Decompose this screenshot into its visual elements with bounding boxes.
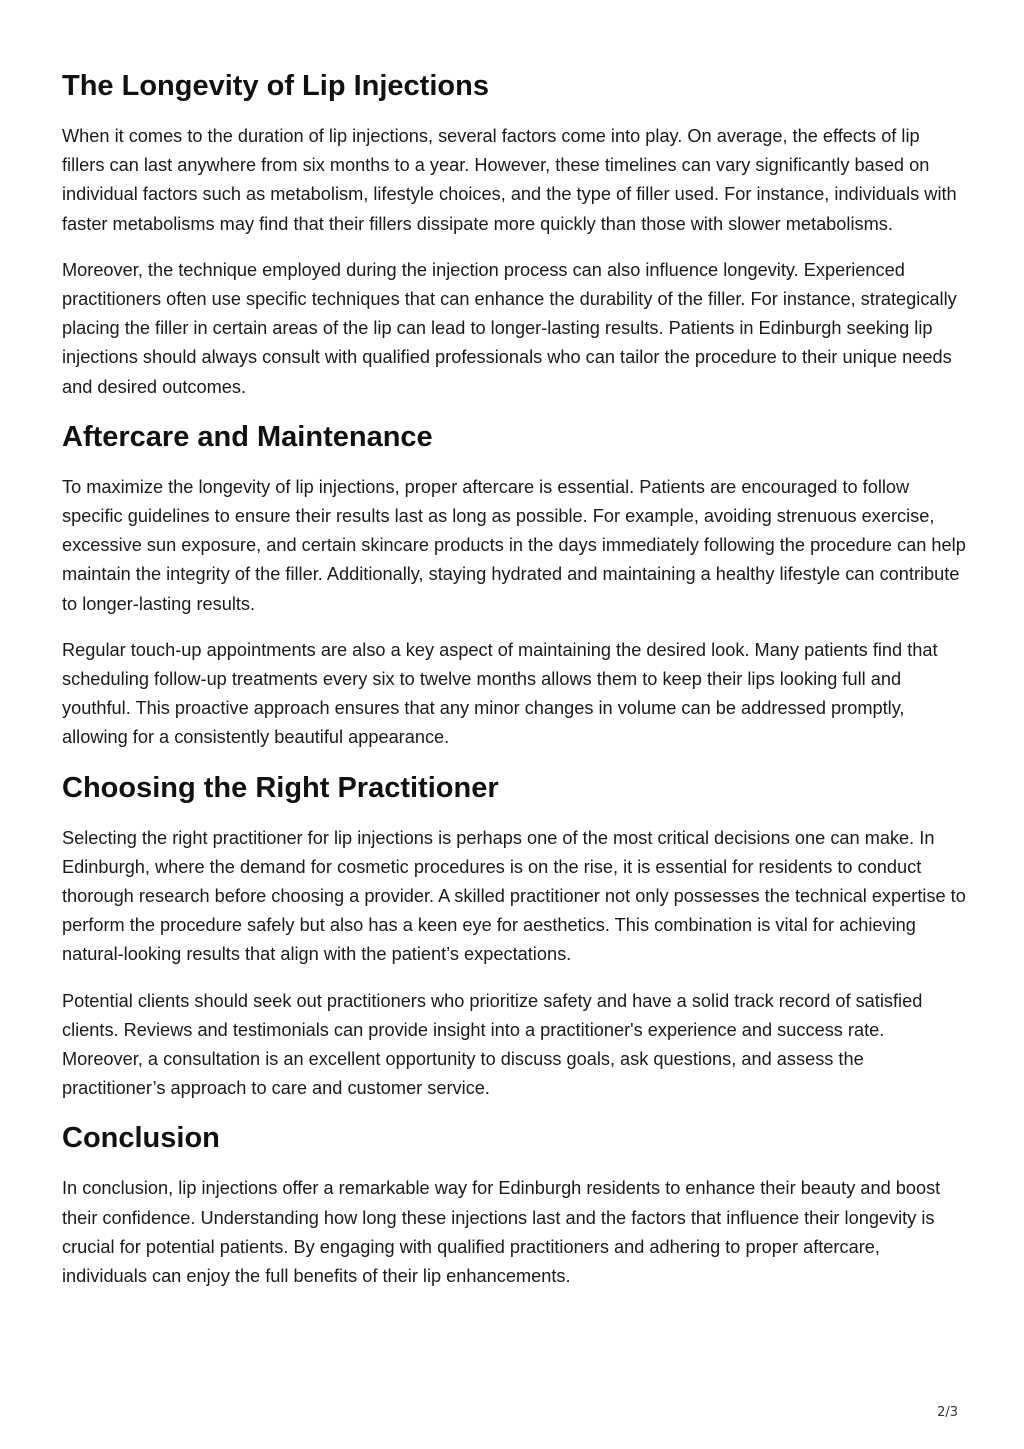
document-page xyxy=(62,68,967,1308)
body-paragraph: Moreover, the technique employed during the injection process can also influence longevity. Experienced practitioners often use specific techniques that can enhance the durability of the filler. For instance, strategically placing the filler in certain areas of the lip can lead to longer-lasting results. Patients in Edinburgh seeking lip injections should always consult with qualified professionals who can tailor the procedure to their unique needs and desired outcomes. xyxy=(62,259,957,397)
section-heading: Conclusion xyxy=(62,1122,220,1155)
section-heading: Aftercare and Maintenance xyxy=(62,420,433,453)
body-paragraph: Potential clients should seek out practitioners who prioritize safety and have a solid track record of satisfied clients. Reviews and testimonials can provide insight into a practitioner's experience and success rate. Moreover, a consultation is an excellent opportunity to discuss goals, ask questions, and assess the practitioner’s approach to care and customer service. xyxy=(62,990,923,1099)
body-paragraph: Selecting the right practitioner for lip injections is perhaps one of the most critical decisions one can make. In Edinburgh, where the demand for cosmetic procedures is on the rise, it is essential for residents to conduct thorough research before choosing a provider. A skilled practitioner not only possesses the technical expertise to perform the procedure safely but also has a keen eye for aesthetics. This combination is vital for achieving natural-looking results that align with the patient’s expectations. xyxy=(62,827,966,965)
section-aftercare xyxy=(62,419,967,753)
section-conclusion xyxy=(62,1120,967,1291)
body-paragraph: When it comes to the duration of lip injections, several factors come into play. On average, the effects of lip fillers can last anywhere from six months to a year. However, these timelines can vary significantly based on individual factors such as metabolism, lifestyle choices, and the type of filler used. For instance, individuals with faster metabolisms may find that their fillers dissipate more quickly than those with slower metabolisms. xyxy=(62,126,957,234)
section-practitioner xyxy=(62,770,967,1104)
body-paragraph: To maximize the longevity of lip injections, proper aftercare is essential. Patients are encouraged to follow specific guidelines to ensure their results last as long as possible. For example, avoiding strenuous exercise, excessive sun exposure, and certain skincare products in the days immediately following the procedure can help maintain the integrity of the filler. Additionally, staying hydrated and maintaining a healthy lifestyle can contribute to longer-lasting results. xyxy=(62,476,966,614)
body-paragraph: In conclusion, lip injections offer a remarkable way for Edinburgh residents to enhance their beauty and boost their confidence. Understanding how long these injections last and the factors that influence their longevity is crucial for potential patients. By engaging with qualified practitioners and adhering to proper aftercare, individuals can enjoy the full benefits of their lip enhancements. xyxy=(62,1178,941,1287)
section-heading: Choosing the Right Practitioner xyxy=(62,771,499,804)
page-number: 2/3 xyxy=(937,1405,958,1420)
body-paragraph: Regular touch-up appointments are also a key aspect of maintaining the desired look. Many patients find that scheduling follow-up treatments every six to twelve months allows them to keep their lips looking full and youthful. This proactive approach ensures that any minor changes in volume can be addressed promptly, allowing for a consistently beautiful appearance. xyxy=(62,639,938,748)
section-longevity xyxy=(62,68,967,402)
section-heading: The Longevity of Lip Injections xyxy=(62,70,489,102)
